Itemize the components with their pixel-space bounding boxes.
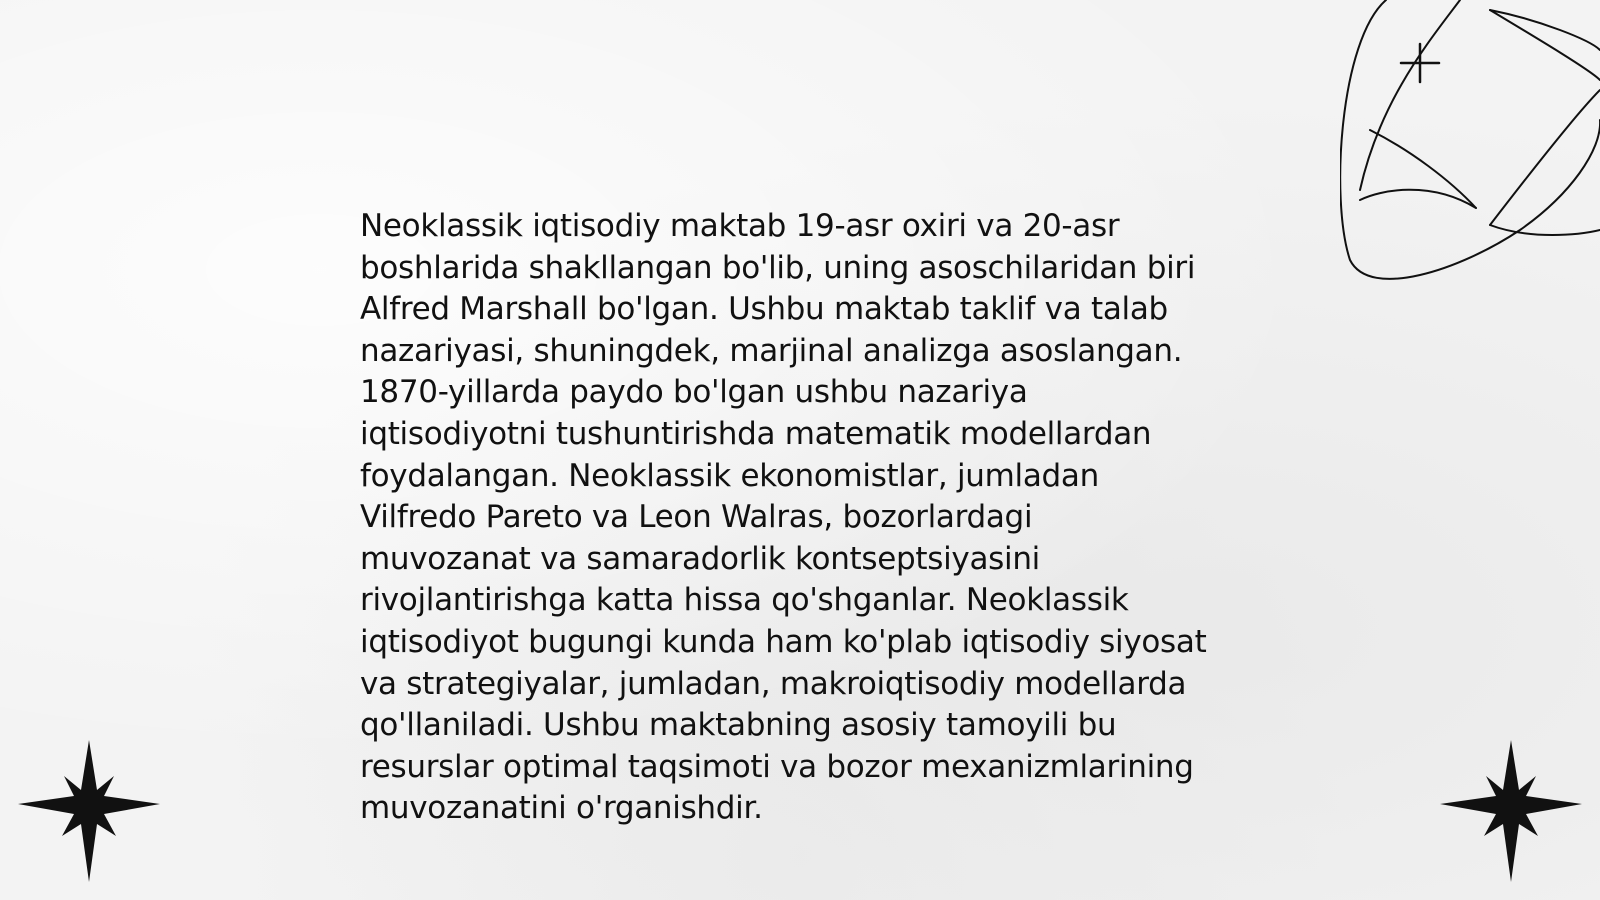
- four-point-star-icon: [1440, 740, 1582, 882]
- orbit-lines-icon: [1340, 0, 1600, 290]
- body-paragraph: Neoklassik iqtisodiy maktab 19-asr oxiri va 20-asr boshlarida shakllangan bo'lib, uning asoschilaridan biri Alfred Marshall bo'lgan. Ushbu maktab taklif va talab nazariyasi, shuningdek, marjinal analizga asoslangan. 1870-yillarda paydo bo'lgan ushbu nazariya iqtisodiyotni tushuntirishda matematik modellardan foydalangan. Neoklassik ekonomistlar, jumladan Vilfredo Pareto va Leon Walras, bozorlardagi muvozanat va samaradorlik kontseptsiyasini rivojlantirishga katta hissa qo'shganlar. Neoklassik iqtisodiyot bugungi kunda ham ko'plab iqtisodiy siyosat va strategiyalar, jumladan, makroiqtisodiy modellarda qo'llaniladi. Ushbu maktabning asosiy tamoyili bu resurslar optimal taqsimoti va bozor mexanizmlarining muvozanatini o'rganishdir.: [360, 208, 1207, 827]
- four-point-star-icon: [18, 740, 160, 882]
